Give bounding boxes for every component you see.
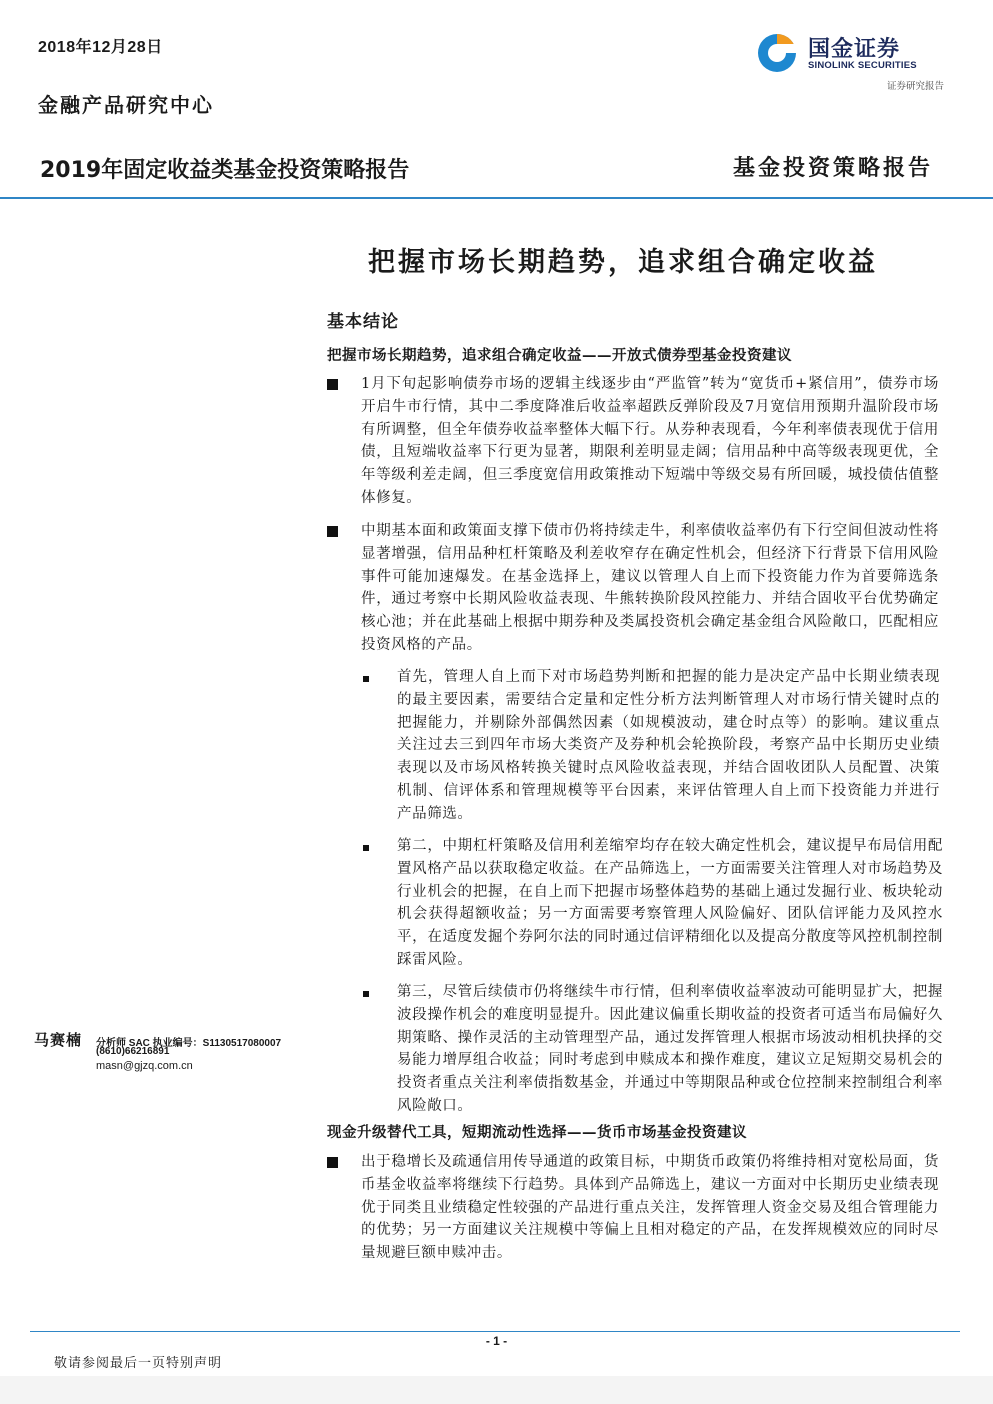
square-bullet-icon bbox=[327, 379, 338, 390]
paragraph-market-review: 1月下旬起影响债券市场的逻辑主线逐步由“严监管”转为“宽货币+紧信用”，债券市场开启牛市行情，其中二季度降准后收益率超跌反弹阶段及7月宽信用预期升温阶段市场有所调整，但全年债券收益率整体大幅下行。从券种表现看，今年利率债表现优于信用债，且短端收益率下行更为显著，期限利差明显走阔；信用品种中高等级表现更优，全年等级利差走阔，但三季度宽信用政策推动下短端中等级交易有所回暖，城投债估值整体修复。 bbox=[361, 376, 939, 506]
headline: 把握市场长期趋势，追求组合确定收益 bbox=[368, 247, 878, 278]
square-bullet-icon bbox=[327, 526, 338, 537]
research-center-name: 金融产品研究中心 bbox=[38, 93, 214, 117]
page-number: - 1 - bbox=[485, 1334, 508, 1348]
footer-divider bbox=[30, 1331, 960, 1332]
paragraph-outlook: 中期基本面和政策面支撑下债市仍将持续走牛，利率债收益率仍有下行空间但波动性将显著增强，信用品种杠杆策略及利差收窄存在确定性机会，但经济下行背景下信用风险事件可能加速爆发。在基金选择上，建议以管理人自上而下投资能力作为首要筛选条件，通过考察中长期风险收益表现、牛熊转换阶段风控能力、并结合固收平台优势确定核心池；并在此基础上根据中期券种及类属投资机会确定基金组合风险敞口，匹配相应投资风格的产品。 bbox=[361, 523, 939, 653]
section-heading: 基本结论 bbox=[327, 312, 399, 332]
report-title: 2019年固定收益类基金投资策略报告 bbox=[40, 158, 410, 183]
analyst-certificate: 分析师 SAC 执业编号：S1130517080007 bbox=[96, 1038, 282, 1049]
header-divider bbox=[0, 197, 993, 199]
small-square-bullet-icon bbox=[363, 845, 369, 851]
small-square-bullet-icon bbox=[363, 676, 369, 682]
company-logo bbox=[756, 30, 946, 92]
report-date: 2018年12月28日 bbox=[38, 39, 163, 56]
page-bottom-band bbox=[0, 1376, 993, 1404]
paragraph-point-second: 第二，中期杠杆策略及信用利差缩窄均存在较大确定性机会，建议提早布局信用配置风格产品以获取稳定收益。在产品筛选上，一方面需要关注管理人对市场趋势及行业机会的把握，在自上而下把握市场整体趋势的基础上通过发掘行业、板块轮动机会获得超额收益；另一方面需要考察管理人风险偏好、团队信评能力及风控水平，在适度发掘个券阿尔法的同时通过信评精细化以及提高分散度等风控机制控制踩雷风险。 bbox=[397, 838, 943, 968]
paragraph-point-first: 首先，管理人自上而下对市场趋势判断和把握的能力是决定产品中长期业绩表现的最主要因素，需要结合定量和定性分析方法判断管理人对市场行情关键时点的把握能力，并剔除外部偶然因素（如规模波动，建仓时点等）的影响。建议重点关注过去三到四年市场大类资产及券种机会轮换阶段，考察产品中长期历史业绩表现以及市场风格转换关键时点风险收益表现，并结合固收团队人员配置、决策机制、信评体系和管理规模等平台因素，来评估管理人自上而下投资能力并进行产品筛选。 bbox=[397, 669, 940, 822]
sub-heading-bond-funds: 把握市场长期趋势，追求组合确定收益——开放式债券型基金投资建议 bbox=[327, 347, 792, 364]
paragraph-point-third: 第三，尽管后续债市仍将继续牛市行情，但利率债收益率波动可能明显扩大，把握波段操作机会的难度明显提升。因此建议偏重长期收益的投资者可适当布局偏好久期策略、操作灵活的主动管理型产品，通过发挥管理人根据市场波动相机抉择的交易能力增厚组合收益；同时考虑到申赎成本和操作难度，建议立足短期交易机会的投资者重点关注利率债指数基金，并通过中等期限品种或仓位控制来控制组合利率风险敞口。 bbox=[397, 984, 943, 1114]
paragraph-money-market: 出于稳增长及疏通信用传导通道的政策目标，中期货币政策仍将维持相对宽松局面，货币基金收益率将继续下行趋势。具体到产品筛选上，建议一方面对中长期历史业绩表现优于同类且业绩稳定性较强的产品进行重点关注，发挥管理人资金交易及组合管理能力的优势；另一方面建议关注规模中等偏上且相对稳定的产品，在发挥规模效应的同时尽量规避巨额申赎冲击。 bbox=[361, 1154, 939, 1262]
analyst-name: 马赛楠 bbox=[34, 1031, 83, 1049]
analyst-email[interactable]: masn@gjzq.com.cn bbox=[96, 1060, 193, 1072]
logo-subtitle: 证券研究报告 bbox=[886, 81, 944, 92]
disclaimer-note: 敬请参阅最后一页特别声明 bbox=[54, 1356, 223, 1371]
square-bullet-icon bbox=[327, 1157, 338, 1168]
logo-name-cn: 国金证券 bbox=[808, 37, 901, 62]
sub-heading-money-market: 现金升级替代工具，短期流动性选择——货币市场基金投资建议 bbox=[327, 1124, 747, 1141]
logo-name-en: SINOLINK SECURITIES bbox=[808, 60, 917, 71]
small-square-bullet-icon bbox=[363, 991, 369, 997]
sinolink-logo-icon bbox=[756, 32, 798, 74]
report-type: 基金投资策略报告 bbox=[733, 155, 934, 181]
analyst-phone: (8610)66216891 bbox=[96, 1046, 170, 1057]
